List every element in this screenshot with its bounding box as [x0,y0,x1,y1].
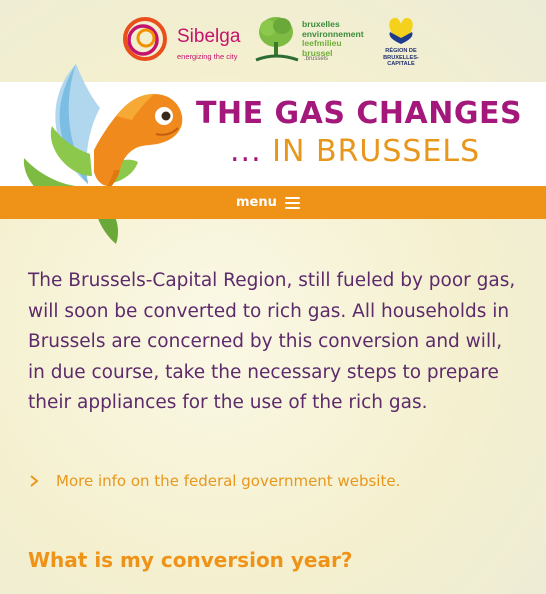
more-info-label: More info on the federal government website. [56,472,401,490]
tree-icon [254,14,300,66]
conversion-year-heading: What is my conversion year? [28,548,353,572]
region-line-3: CAPITALE [387,61,415,68]
region-line-2: BRUXELLES- [383,54,419,61]
more-info-link[interactable] [28,472,400,490]
be-line-2: environnement [302,28,364,39]
subtitle-text: IN BRUSSELS [272,134,481,169]
sibelga-name: Sibelga [177,26,241,47]
region-line-1: RÉGION DE [385,48,417,54]
page-title: THE GAS CHANGES [196,96,523,131]
menu-button[interactable] [236,186,300,219]
bruxelles-environnement-logo[interactable] [254,14,364,66]
sibelga-tagline: energizing the city [177,52,238,61]
region-bruxelles-logo[interactable] [374,12,428,70]
subtitle-ellipsis: ... [230,134,262,169]
intro-paragraph: The Brussels-Capital Region, still fueled by poor gas, will soon be converted to rich gas. All households in Brussels are concerned by this conversion and will, in due course, take the necessary steps to prepare their appliances for the use of the rich gas. [28,270,516,414]
page-subtitle [230,134,480,169]
chevron-right-icon [28,474,40,488]
be-line-3: leefmilieu [302,38,342,48]
sibelga-logo[interactable] [120,14,250,64]
iris-icon [374,12,428,46]
menu-label: menu [236,195,277,210]
be-line-1: bruxelles [302,19,340,29]
be-domain: .brussels [304,56,329,62]
hamburger-icon [285,197,300,209]
be-line-4: brussel [302,47,333,58]
sibelga-ring-icon [120,14,170,64]
chameleon-mascot-icon [4,58,204,248]
